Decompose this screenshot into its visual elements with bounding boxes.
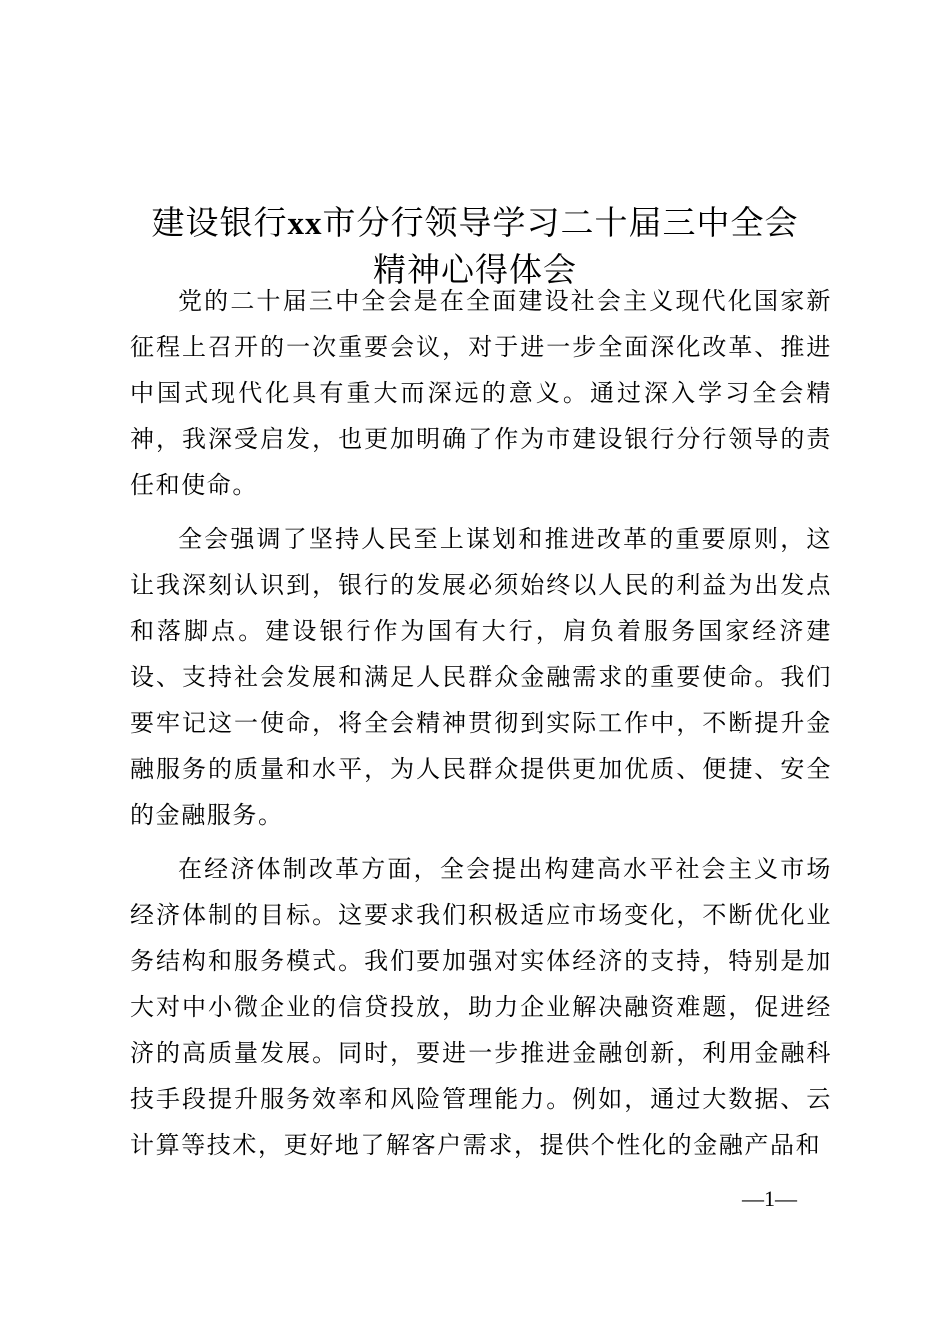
document-body — [130, 278, 832, 1176]
paragraph-3: 在经济体制改革方面，全会提出构建高水平社会主义市场经济体制的目标。这要求我们积极适应市场变化，不断优化业务结构和服务模式。我们要加强对实体经济的支持，特别是加大对中小微企业的信贷投放，助力企业解决融资难题，促进经济的高质量发展。同时，要进一步推进金融创新，利用金融科技手段提升服务效率和风险管理能力。例如，通过大数据、云计算等技术，更好地了解客户需求，提供个性化的金融产品和 — [130, 855, 832, 1159]
paragraph-2: 全会强调了坚持人民至上谋划和推进改革的重要原则，这让我深刻认识到，银行的发展必须始终以人民的利益为出发点和落脚点。建设银行作为国有大行，肩负着服务国家经济建设、支持社会发展和满足人民群众金融需求的重要使命。我们要牢记这一使命，将全会精神贯彻到实际工作中，不断提升金融服务的质量和水平，为人民群众提供更加优质、便捷、安全的金融服务。 — [130, 525, 832, 829]
title-line1-post: 市分行领导学习二十届三中全会 — [322, 203, 799, 243]
title-line1-pre: 建设银行 — [151, 203, 288, 243]
page-number: —1— — [742, 1186, 797, 1211]
paragraph-1: 党的二十届三中全会是在全面建设社会主义现代化国家新征程上召开的一次重要会议，对于进一步全面深化改革、推进中国式现代化具有重大而深远的意义。通过深入学习全会精神，我深受启发，也更加明确了作为市建设银行分行领导的责任和使命。 — [130, 287, 832, 499]
title-line1-latin: xx — [287, 206, 323, 243]
title-line2: 精神心得体会 — [373, 250, 577, 290]
